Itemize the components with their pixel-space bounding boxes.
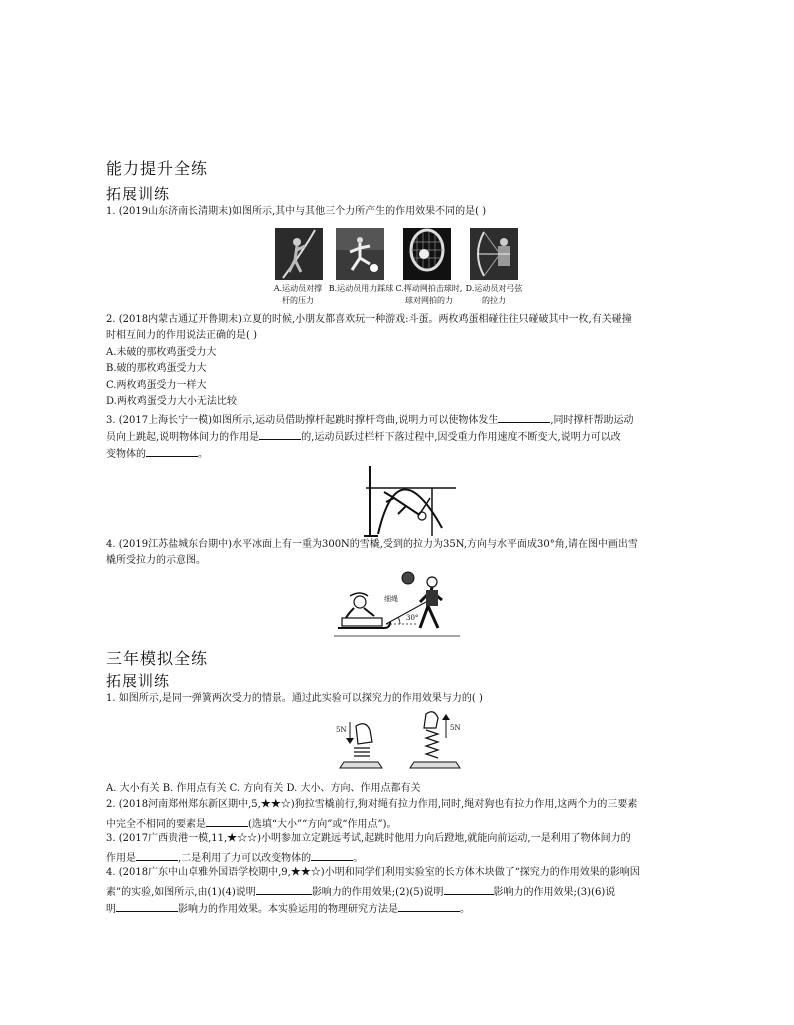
sled-figure bbox=[334, 566, 460, 638]
force-label-left: 5N bbox=[336, 726, 347, 734]
angle-label: 30° bbox=[406, 614, 419, 622]
question-2-line2: 时相互间力的作用说法正确的是( ) bbox=[106, 330, 257, 341]
question-4-line3: 明 影响力的作用效果。本实验运用的物理研究方法是 。 bbox=[106, 901, 470, 916]
answer-blank[interactable] bbox=[498, 412, 550, 423]
caption-d: D.运动员对弓弦 的拉力 bbox=[465, 284, 523, 305]
question-1-text: 1. (2019山东济南长清期末)如图所示,其中与其他三个力所产生的作用效果不同的是( ) bbox=[106, 206, 487, 217]
question-3-line3: 变物体的 。 bbox=[106, 446, 208, 461]
caption-b: B.运动员用力踩球 bbox=[328, 284, 394, 293]
answer-blank[interactable] bbox=[256, 884, 312, 895]
answer-blank[interactable] bbox=[444, 884, 494, 895]
question-3-line1: 3. (2017上海长宁一模)如图所示,运动员借助撑杆起跳时撑杆弯曲,说明力可以使物体发生 ,同时撑杆帮助运动 bbox=[106, 412, 634, 427]
section-subheading: 拓展训练 bbox=[106, 185, 171, 203]
photo-football-kick bbox=[336, 228, 384, 280]
rope-label: 细绳 bbox=[384, 595, 398, 603]
answer-blank[interactable] bbox=[136, 850, 178, 861]
question-4-line1: 4. (2018广东中山卓雅外国语学校期中,9,★★☆)小明和同学们利用实验室的长方体木块做了“探究力的作用效果的影响因 bbox=[106, 867, 640, 878]
spring-stretched-figure bbox=[408, 710, 464, 776]
answer-blank[interactable] bbox=[206, 816, 248, 827]
caption-c: C.挥动网拍击球时, 球对网拍的力 bbox=[395, 284, 463, 305]
pole-vault-figure bbox=[338, 458, 458, 538]
section2-q1-options: A. 大小有关 B. 作用点有关 C. 方向有关 D. 大小、方向、作用点都有关 bbox=[106, 783, 421, 794]
question-1-text: 1. 如图所示,是同一弹簧两次受力的情景。通过此实验可以探究力的作用效果与力的( ) bbox=[106, 693, 483, 704]
question-4-line2: 橇所受拉力的示意图。 bbox=[106, 555, 206, 566]
section-heading: 能力提升全练 bbox=[106, 159, 209, 178]
answer-blank[interactable] bbox=[116, 901, 178, 912]
spring-compressed-figure bbox=[336, 712, 386, 776]
option-c: C.两枚鸡蛋受力一样大 bbox=[106, 380, 207, 391]
option-b: B.破的那枚鸡蛋受力大 bbox=[106, 363, 207, 374]
option-d: D.两枚鸡蛋受力大小无法比较 bbox=[106, 396, 237, 407]
question-2-line1: 2. (2018内蒙古通辽开鲁期末)立夏的时候,小朋友都喜欢玩一种游戏:斗蛋。两枚鸡蛋相碰往往只碰破其中一枚,有关碰撞 bbox=[106, 314, 632, 325]
caption-a: A.运动员对撑 杆的压力 bbox=[273, 284, 323, 305]
photo-tennis-racket bbox=[403, 228, 451, 280]
section-subheading: 拓展训练 bbox=[106, 672, 171, 690]
section-heading: 三年模拟全练 bbox=[106, 649, 209, 668]
question-2-line1: 2. (2018河南郑州郑东新区期中,5,★★☆)狗拉雪橇前行,狗对绳有拉力作用,同时,绳对狗也有拉力作用,这两个力的三要素 bbox=[106, 799, 638, 810]
answer-blank[interactable] bbox=[146, 446, 198, 457]
answer-blank[interactable] bbox=[311, 850, 353, 861]
photo-archery bbox=[470, 228, 518, 280]
question-3-line2: 员向上跳起,说明物体间力的作用是 的,运动员跃过栏杆下落过程中,因受重力作用速度不断变大,说明力可以改 bbox=[106, 429, 621, 444]
question-3-line1: 3. (2017广西贵港一模,11,★☆☆)小明参加立定跳远考试,起跳时他用力向后蹬地,就能向前运动,一是利用了物体间力的 bbox=[106, 833, 631, 844]
question-4-line1: 4. (2019江苏盐城东台期中)水平冰面上有一重为300N的雪橇,受到的拉力为35N,方向与水平面成30°角,请在图中画出雪 bbox=[106, 539, 638, 550]
option-a: A.未破的那枚鸡蛋受力大 bbox=[106, 347, 217, 358]
answer-blank[interactable] bbox=[259, 429, 301, 440]
question-3-line2: 作用是 ,二是利用了力可以改变物体的 。 bbox=[106, 850, 363, 865]
question-2-line2: 中完全不相同的要素是 (选填“大小”“方向”或“作用点”)。 bbox=[106, 816, 396, 831]
force-label-right: 5N bbox=[450, 724, 461, 732]
answer-blank[interactable] bbox=[398, 901, 460, 912]
photo-pole-vault bbox=[275, 228, 323, 280]
question-4-line2: 素”的实验,如图所示,由(1)(4)说明 影响力的作用效果;(2)(5)说明 影响力的作用效果;(3)(6)说 bbox=[106, 884, 615, 899]
